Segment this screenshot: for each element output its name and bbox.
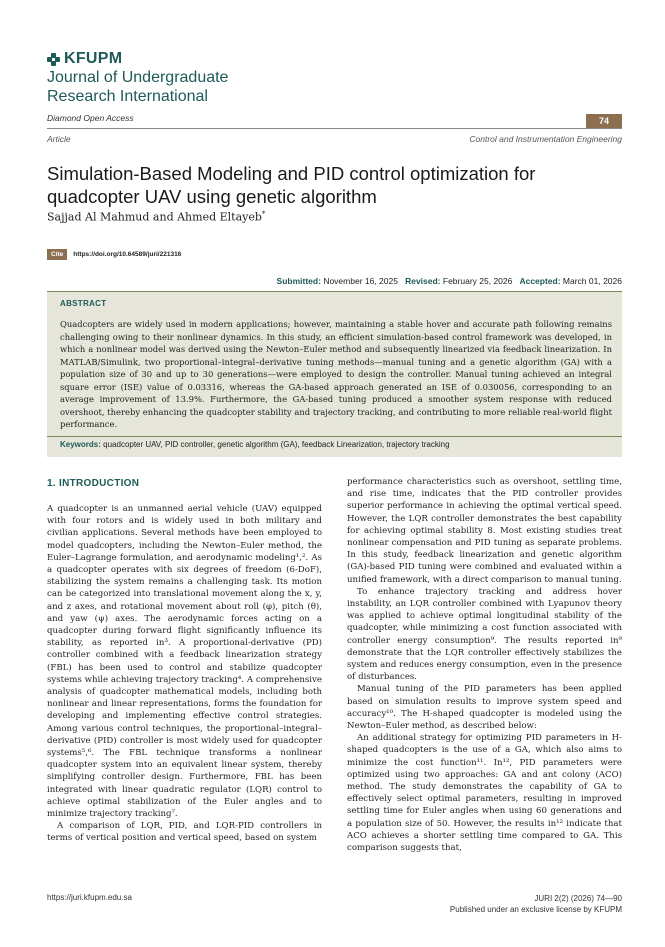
body-column-right xyxy=(347,476,622,854)
journal-name-line2: Research International xyxy=(47,88,208,105)
authors xyxy=(47,210,265,224)
paragraph: A quadcopter is an unmanned aerial vehicle (UAV) equipped with four rotors and is widely used in both military and civilian applications. Several methods have been employed to model quadcopters, including the Newton–Euler method, the Euler–Lagrange formulation, and aerodynamic modeling¹,². As a quadcopter operates with six degrees of freedom (6-DoF), stabilizing the system remains a challenging task. Its motion can be categorized into translational movement along the x, y, and z axes, and rotational movement about roll (φ), pitch (θ), and yaw (ψ) axes. The aerodynamic forces acting on a quadcopter during forward flight significantly influence its stability, as reported in³. A proportional-derivative (PD) controller combined with a feedback linearization strategy (FBL) has been used to control and stabilize quadcopter systems while achieving trajectory tracking⁴. A comprehensive analysis of quadcopter mathematical models, including both nonlinear and linear representations, forms the foundation for developing and implementing effective control strategies. Among various control techniques, the proportional–integral–derivative (PID) controller is most widely used for quadcopter systems⁵,⁶. The FBL technique transforms a nonlinear quadcopter system into an equivalent linear system, thereby simplifying controller design. Furthermore, FBL has been integrated with linear quadratic regulator (LQR) control to achieve optimal stabilization of the Euler angles and to minimize trajectory tracking⁷. xyxy=(47,504,322,820)
cite-row xyxy=(47,249,181,260)
paragraph: A comparison of LQR, PID, and LQR-PID controllers in terms of vertical position and vertical speed, based on system xyxy=(47,821,322,844)
footer-citation xyxy=(450,893,622,915)
paragraph: An additional strategy for optimizing PID parameters in H-shaped quadcopters is the use of a GA, which also aims to minimize the cost function¹¹. In¹², PID parameters were optimized using two approaches: GA and ant colony (ACO) method. The study demonstrates the capability of GA to effectively select optimal parameters, resulting in improved settling time for Euler angles when using 60 generations and a population size of 50. However, the results in¹² indicate that ACO achieves a shorter settling time compared to GA. This comparison suggests that, xyxy=(347,733,622,854)
author-names: Sajjad Al Mahmud and Ahmed Eltayeb xyxy=(47,210,262,224)
accepted-label: Accepted: xyxy=(519,276,561,286)
cite-badge[interactable]: Cite xyxy=(47,249,67,260)
revised-date: February 25, 2026 xyxy=(442,276,513,286)
keywords-list: quadcopter UAV, PID controller, genetic algorithm (GA), feedback Linearization, trajectory tracking xyxy=(103,440,450,449)
body-column-left xyxy=(47,503,322,845)
article-title: Simulation-Based Modeling and PID control optimization for quadcopter UAV using genetic algorithm xyxy=(47,163,536,207)
abstract-heading: ABSTRACT xyxy=(60,299,107,308)
corresponding-author-mark: * xyxy=(261,210,266,218)
paragraph: To enhance trajectory tracking and address hover instability, an LQR controller combined with Lyapunov theory was applied to achieve optimal longitudinal stability of the quadcopter, while minimizing a cost function associated with controller energy consumption⁹. The results reported in⁹ demonstrate that the LQR controller effectively stabilizes the system and reduces energy consumption, even in the presence of disturbances. xyxy=(347,586,622,683)
paragraph: performance characteristics such as overshoot, settling time, and rise time, indicates that the PID controller provides superior performance in achieving the optimal vertical speed. However, the LQR controller demonstrates the best capability for achieving optimal stability 8. Most existing studies treat nonlinear compensation and PID tuning as separate problems. In this study, feedback linearization and genetic algorithm (GA)-based PID tuning were combined and evaluated within a unified framework, with a direct comparison to manual tuning. xyxy=(347,477,622,585)
footer-url-link[interactable]: https://juri.kfupm.edu.sa xyxy=(47,893,132,902)
kfupm-logo-icon xyxy=(47,53,60,66)
section-heading-introduction: 1. INTRODUCTION xyxy=(47,478,140,489)
keywords-divider xyxy=(47,436,622,437)
logo-text: KFUPM xyxy=(64,50,123,67)
footer-license-line: Published under an exclusive license by KFUPM xyxy=(449,905,622,914)
article-dates xyxy=(277,276,622,286)
abstract-text: Quadcopters are widely used in modern applications; however, maintaining a stable hover and accurate path following remains challenging owing to their nonlinear dynamics. In this study, an efficient simulation-based control framework was developed, in which a nonlinear model was derived using the Newton–Euler method and subsequently linearized via feedback linearization. In MATLAB/Simulink, two proportional–integral–derivative tuning methods—manual tuning and a genetic algorithm (GA) with a population size of 30 and up to 30 generations—were employed to design the controller. Manual tuning achieved an integral square error (ISE) value of 0.03316, whereas the GA-based approach generated an ISE of 0.030056, corresponding to an average improvement of 13.9%. Furthermore, the GA-based tuning produced a smoother system response with reduced overshoot, thereby enhancing the quadcopter stability and trajectory tracking, and contributing to more reliable real-world flight performance. xyxy=(60,319,612,429)
journal-logo xyxy=(47,50,122,68)
article-category: Control and Instrumentation Engineering xyxy=(469,134,622,144)
page-number-badge: 74 xyxy=(586,114,622,129)
submitted-date: November 16, 2025 xyxy=(323,276,398,286)
doi-link[interactable]: https://doi.org/10.64589/juri/221316 xyxy=(73,251,182,258)
keywords-row xyxy=(60,440,450,449)
submitted-label: Submitted: xyxy=(276,276,321,286)
access-label: Diamond Open Access xyxy=(47,113,134,123)
article-type: Article xyxy=(47,134,71,144)
article-meta-row xyxy=(47,134,622,144)
revised-label: Revised: xyxy=(405,276,441,286)
header-divider xyxy=(47,128,622,129)
journal-name-line1: Journal of Undergraduate xyxy=(47,69,229,86)
accepted-date: March 01, 2026 xyxy=(562,276,622,286)
journal-name xyxy=(47,68,228,106)
footer-citation-line: JURI 2(2) (2026) 74—90 xyxy=(534,894,622,903)
paragraph: Manual tuning of the PID parameters has been applied based on simulation results to improve system speed and accuracy¹⁰. The H-shaped quadcopter is modeled using the Newton–Euler method, as described below: xyxy=(347,684,622,732)
keywords-label: Keywords: xyxy=(60,440,101,449)
